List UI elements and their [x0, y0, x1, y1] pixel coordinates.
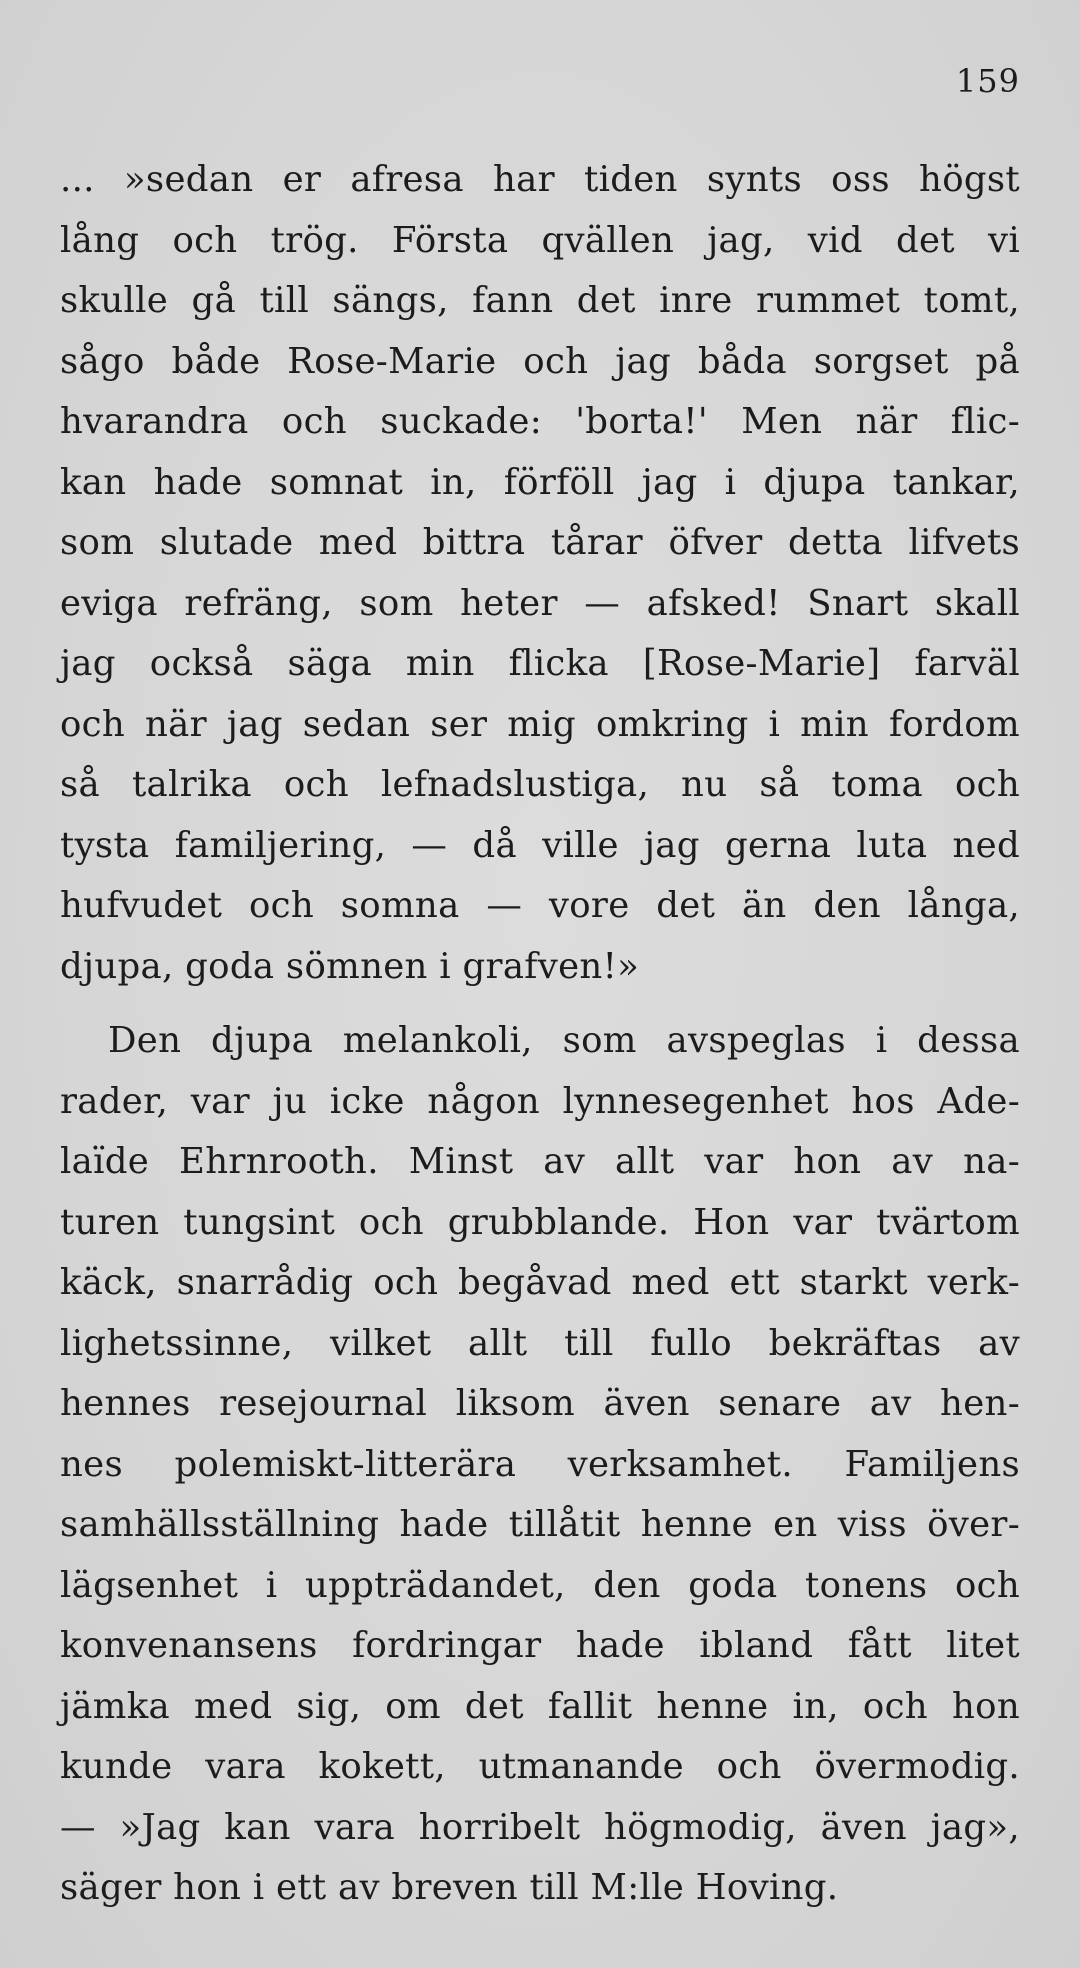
- text-line: hufvudet och somna — vore det än den långa,: [60, 885, 1020, 926]
- text-line: kan hade somnat in, förföll jag i djupa tankar,: [60, 461, 1020, 503]
- paragraph-body: [60, 1011, 1020, 1919]
- text-line: samhällsställning hade tillåtit henne en viss över-: [60, 1504, 1020, 1545]
- text-line: jag också säga min flicka [Rose-Marie] farväl: [60, 643, 1020, 684]
- text-line: kunde vara kokett, utmanande och övermodig.: [60, 1746, 1020, 1787]
- text-line: nes polemiskt-litterära verksamhet. Familjens: [60, 1443, 1020, 1485]
- text-line: lighetssinne, vilket allt till fullo bekräftas av: [60, 1322, 1020, 1364]
- text-line: som slutade med bittra tårar öfver detta lifvets: [60, 522, 1020, 563]
- text-line: turen tungsint och grubblande. Hon var tvärtom: [60, 1201, 1020, 1243]
- text-line: djupa, goda sömnen i grafven!»: [60, 945, 640, 987]
- text-line: hennes resejournal liksom även senare av hen-: [60, 1383, 1020, 1424]
- text-line: käck, snarrådig och begåvad med ett starkt verk-: [60, 1262, 1020, 1303]
- text-line: hvarandra och suckade: 'borta!' Men när flic-: [60, 401, 1020, 442]
- text-body: [60, 150, 1020, 1919]
- text-line: lång och trög. Första qvällen jag, vid det vi: [60, 219, 1020, 261]
- text-line: så talrika och lefnadslustiga, nu så toma och: [60, 764, 1020, 805]
- text-line: rader, var ju icke någon lynnesegenhet hos Ade-: [60, 1080, 1020, 1122]
- text-line: jämka med sig, om det fallit henne in, och hon: [60, 1685, 1020, 1727]
- page-number: 159: [955, 62, 1020, 100]
- text-line: tysta familjering, — då ville jag gerna luta ned: [60, 824, 1020, 866]
- text-line: och när jag sedan ser mig omkring i min fordom: [60, 703, 1020, 745]
- text-line: ... »sedan er afresa har tiden synts oss högst: [60, 159, 1020, 200]
- text-line: — »Jag kan vara horribelt högmodig, även jag»,: [60, 1806, 1020, 1848]
- text-line: lägsenhet i uppträdandet, den goda tonens och: [60, 1564, 1020, 1606]
- paragraph-gap: [60, 997, 1020, 1011]
- text-line: konvenansens fordringar hade ibland fått litet: [60, 1625, 1020, 1666]
- text-line: skulle gå till sängs, fann det inre rummet tomt,: [60, 280, 1020, 321]
- text-line: säger hon i ett av breven till M:lle Hoving.: [60, 1867, 839, 1908]
- text-line: sågo både Rose-Marie och jag båda sorgset på: [60, 340, 1020, 382]
- text-line: laïde Ehrnrooth. Minst av allt var hon av na-: [60, 1141, 1020, 1182]
- text-line: Den djupa melankoli, som avspeglas i dessa: [108, 1020, 1020, 1061]
- text-line: eviga refräng, som heter — afsked! Snart skall: [60, 582, 1020, 624]
- paragraph-quote: [60, 150, 1020, 997]
